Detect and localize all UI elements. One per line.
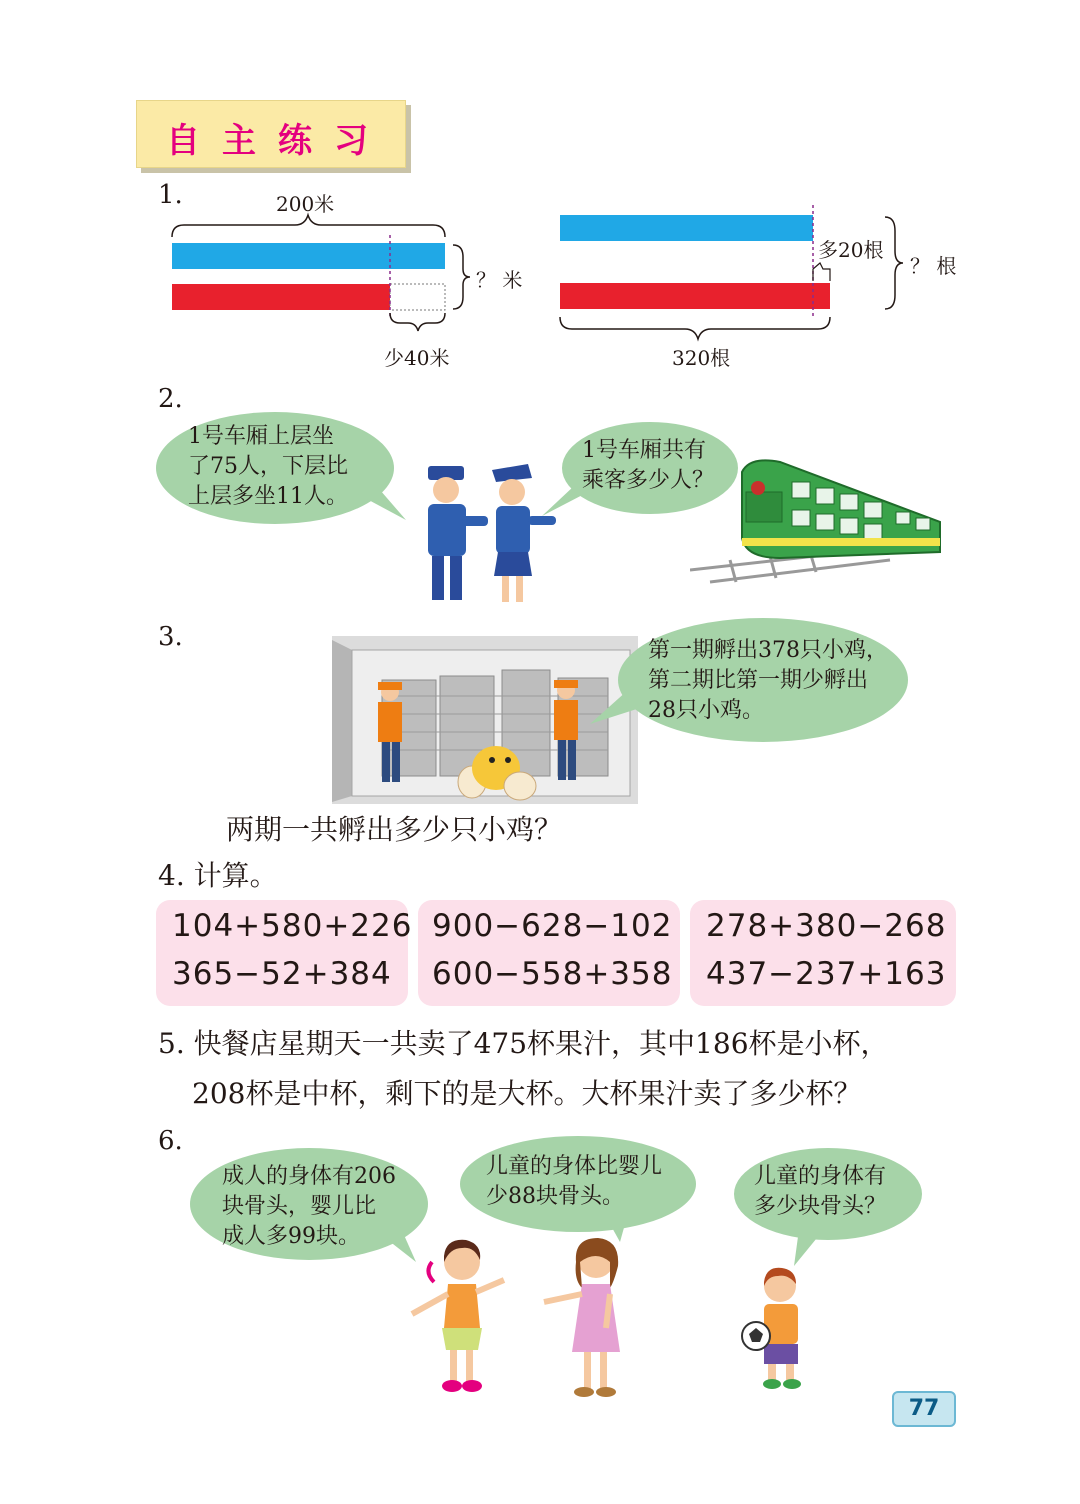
calc-expression: 104+580+226 [172, 908, 413, 944]
blue-bar [172, 243, 445, 269]
q6-bubble-1-text: 成人的身体有206 块骨头，婴儿比 成人多99块。 [222, 1164, 396, 1249]
section-title [136, 100, 406, 168]
blue-bar [560, 215, 813, 241]
red-bar [172, 284, 390, 310]
calc-expression: 365−52+384 [172, 956, 392, 992]
conductor-man [428, 466, 488, 600]
train-illustration [690, 452, 950, 588]
q1-right-side-label: 多20根 [818, 238, 884, 262]
q1-right-bottom-label: 320根 [672, 346, 731, 370]
q3-bubble-text: 第一期孵出378只小鸡， 第二期比第一期少孵出 28只小鸡。 [648, 638, 888, 723]
bottom-brace [560, 317, 830, 339]
q1-left-right-label: ？ 米 [476, 268, 523, 292]
q3-number: 3. [158, 622, 183, 652]
q1-right-diagram [560, 205, 903, 339]
q1-right-right-label: ？ 根 [910, 254, 957, 278]
right-brace [885, 217, 903, 309]
q3-question: 两期一共孵出多少只小鸡？ [226, 813, 563, 846]
girl-left-illustration [404, 1232, 514, 1398]
conductor-woman [492, 464, 556, 602]
woman-illustration [540, 1232, 650, 1402]
red-bar [560, 283, 830, 309]
section-title-text: 自主练习 [166, 121, 390, 161]
q6-number: 6. [158, 1126, 183, 1156]
calc-expression: 278+380−268 [706, 908, 947, 944]
q2-number: 2. [158, 384, 183, 414]
bubble-tail [584, 690, 644, 730]
q6-bubble-2-text: 儿童的身体比婴儿 少88块骨头。 [486, 1154, 663, 1209]
q1-left-diagram [172, 215, 470, 331]
q2-bubble-right-text: 1号车厢共有 乘客多少人？ [582, 438, 715, 493]
q4-label: 4. 计算。 [158, 859, 278, 892]
right-brace [453, 245, 470, 309]
small-brace [813, 263, 830, 281]
q1-number: 1. [158, 180, 183, 210]
boy-illustration [738, 1264, 818, 1392]
bubble-tail [340, 490, 420, 530]
q5-line-2: 208杯是中杯，剩下的是大杯。大杯果汁卖了多少杯？ [192, 1077, 862, 1110]
page-number: 77 [892, 1391, 956, 1427]
top-brace [172, 215, 445, 237]
train-staff-illustration [410, 460, 560, 610]
calc-expression: 437−237+163 [706, 956, 947, 992]
q2-bubble-left-text: 1号车厢上层坐 了75人，下层比 上层多坐11人。 [188, 424, 348, 509]
missing-segment [390, 284, 445, 310]
q6-bubble-3-text: 儿童的身体有 多少块骨头？ [754, 1164, 887, 1219]
q1-left-bottom-label: 少40米 [384, 346, 450, 370]
q1-bar-diagrams [150, 185, 970, 380]
calc-expression: 900−628−102 [432, 908, 673, 944]
q1-left-top-label: 200米 [276, 192, 335, 216]
bottom-brace [390, 313, 445, 331]
calc-expression: 600−558+358 [432, 956, 673, 992]
q5-line-1: 5. 快餐店星期天一共卖了475杯果汁，其中186杯是小杯， [158, 1027, 889, 1060]
